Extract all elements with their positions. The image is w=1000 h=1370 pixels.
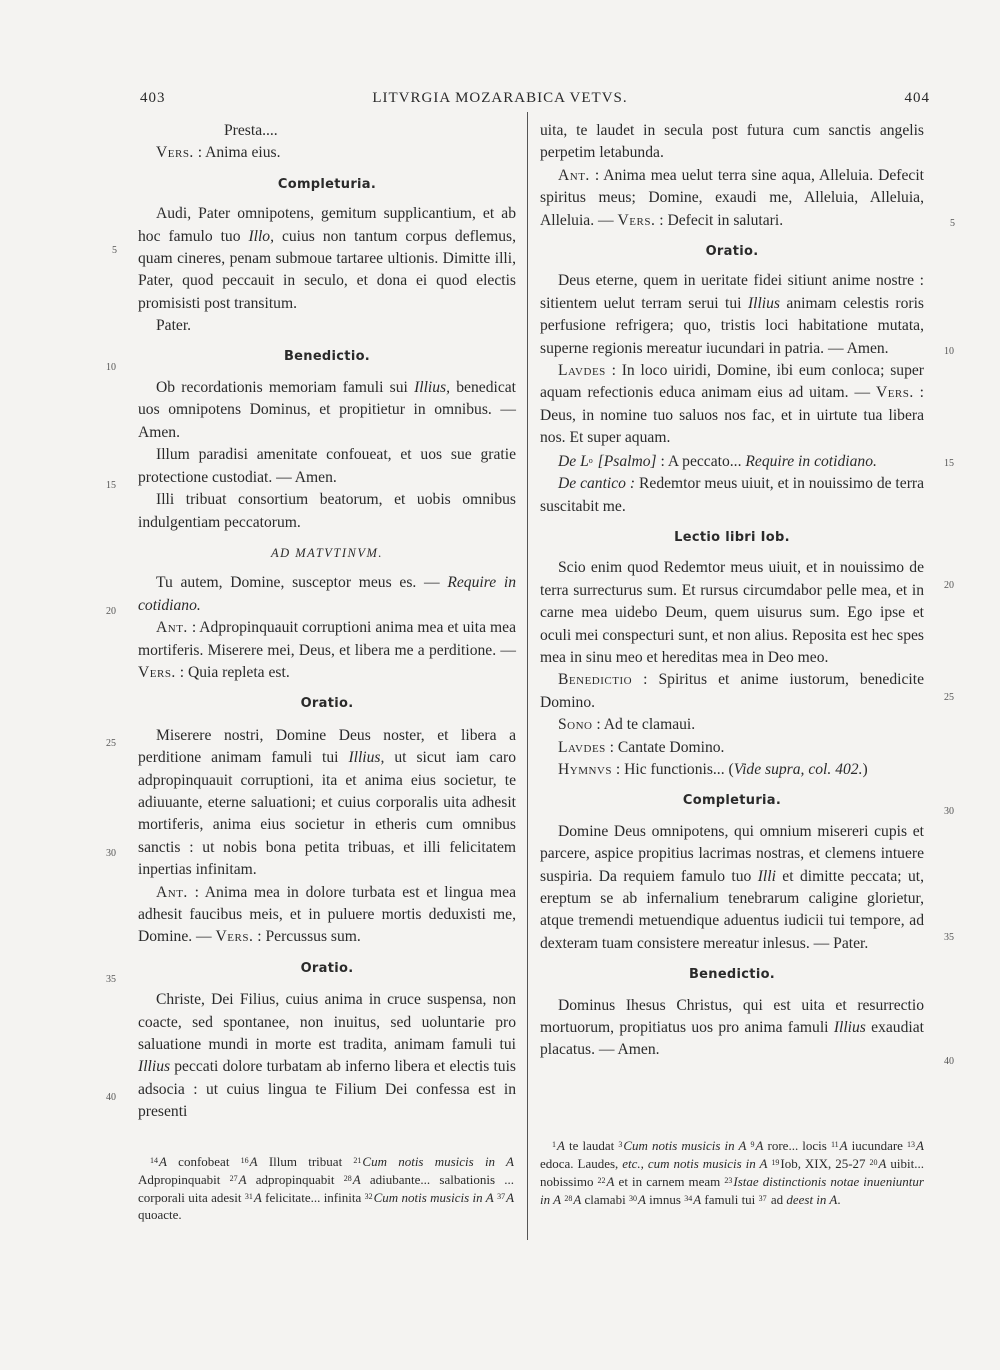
line-number: 10 xyxy=(944,346,954,357)
footnote-source: Cum notis musicis in A xyxy=(623,1138,747,1153)
footnote-number: 14 xyxy=(150,1156,158,1165)
footnote-text: . xyxy=(837,1192,841,1207)
presta-line: Presta.... xyxy=(224,122,278,139)
line-number: 40 xyxy=(106,1092,116,1103)
section-heading: Benedictio. xyxy=(283,348,371,364)
section-heading: Completuria. xyxy=(682,793,782,809)
footnote xyxy=(786,1192,840,1207)
footnote-number: 11 xyxy=(830,1140,839,1149)
footnote-text: adpropinquabit xyxy=(246,1172,344,1187)
line-number: 10 xyxy=(106,362,116,373)
footnote-text: edoca. Laudes, xyxy=(540,1156,623,1171)
laudes-line: Lavdes : Cantate Domino. xyxy=(558,738,725,756)
line-number: 15 xyxy=(944,458,954,469)
footnote-number: 27 xyxy=(229,1174,238,1183)
footnote-source: A xyxy=(249,1154,258,1169)
versicle: Vers. : Anima eius. xyxy=(156,144,281,162)
footnote-source: Cum notis musicis in A xyxy=(362,1154,514,1169)
line-number: 20 xyxy=(944,580,954,591)
footnote-text: imnus xyxy=(645,1192,685,1207)
benedictio-line: Benedictio : Spiritus et anime iustorum, benedicite Domino. xyxy=(540,671,924,711)
column-403 xyxy=(138,120,516,1124)
line-number: 5 xyxy=(950,218,955,229)
footnote-number: 13 xyxy=(907,1140,916,1149)
footnote-source: A xyxy=(573,1192,582,1207)
footnote-source: A xyxy=(693,1192,702,1207)
sono-line: Sono : Ad te clamaui. xyxy=(558,716,696,734)
footnote-number: 3 xyxy=(618,1140,623,1149)
footnote-source: A xyxy=(606,1174,615,1189)
laudes-paragraph: Lavdes : In loco uiridi, Domine, ibi eum conloca; super aquam refectionis educa animam eius ad uitam. — Vers. : Deus, in nomine tuo saluos nos fac, et in uirtute tua libera nos. Et super aquam. xyxy=(540,362,925,447)
blessing-paragraph: Illi tribuat consortium beatorum, et uobis omnibus indulgentiam peccatorum. xyxy=(138,491,516,531)
section-heading: Completuria. xyxy=(277,176,377,192)
footnote xyxy=(598,1174,725,1189)
footnote-text: Adpropinquabit xyxy=(138,1172,230,1187)
footnote-text: te laudat xyxy=(564,1138,619,1153)
footnote-text: clamabi xyxy=(581,1192,629,1207)
footnote-number: 22 xyxy=(597,1176,606,1185)
footnote-number: 16 xyxy=(240,1156,249,1165)
footnote xyxy=(150,1154,241,1169)
footnote-number: 32 xyxy=(364,1192,373,1201)
prayer-paragraph: Domine Deus omnipotens, qui omnium misereri cupis et parcere, aspice propitius lacrimas nostras, et clemens intuere suspiria. Da requiem famulo tuo Illi et dimitte peccata; ut, ereptum se ab infernalium tenebrarum caligine glorietur, atque tremendi metuendique aduentus iudicii tui tempore, ad dexteram tuam consistere mereatur inlesus. — Pater. xyxy=(540,822,924,952)
footnote-source: deest in A xyxy=(786,1192,838,1207)
footnote-text: adiubante... salbationis ... corporali uita adesit xyxy=(138,1172,514,1205)
footnote-text: iucundare xyxy=(847,1138,908,1153)
footnote-source: A xyxy=(839,1138,848,1153)
footnote-source: A xyxy=(637,1192,646,1207)
line-number: 40 xyxy=(944,1056,954,1067)
line-number: 35 xyxy=(106,974,116,985)
section-heading: Oratio. xyxy=(300,960,354,976)
footnotes-left xyxy=(138,1152,514,1223)
footnote-source: A xyxy=(916,1138,924,1153)
footnote xyxy=(241,1154,354,1169)
footnote-source: Istae distinctionis notae inueniuntur in A xyxy=(540,1174,924,1207)
footnote-text: Iob, XIX, 25-27 xyxy=(780,1156,870,1171)
line-number: 5 xyxy=(112,245,117,256)
prayer-paragraph: Audi, Pater omnipotens, gemitum supplicantium, et ab hoc famulo tuo Illo, cuius non tantum corpus deflemus, quam cineres, penam submoue tartaree ultionis. Dimitte illi, Pater, quod peccauit in seculo, et dona ei quod electis promisisti post transitum. xyxy=(138,205,516,312)
footnote xyxy=(759,1192,787,1207)
footnote-text: uibit... nobissimo xyxy=(540,1156,925,1189)
hymnus-line: Hymnvs : Hic functionis... (Vide supra, col. 402.) xyxy=(558,760,868,778)
footnote-number: 9 xyxy=(750,1140,755,1149)
page-number-left: 403 xyxy=(140,90,166,106)
footnote-source: A xyxy=(878,1156,887,1171)
footnote xyxy=(771,1156,869,1171)
footnote-text: famuli tui xyxy=(701,1192,759,1207)
footnote-number: 19 xyxy=(771,1158,780,1167)
prayer-paragraph: Miserere nostri, Domine Deus noster, et libera a perditione animam famuli tui Illius, ut sicut iam caro adpropinquauit corruptioni, ita et anima eius societur, te adiuuante, eterne saluationi; et cuius corporalis uita adhesit mortiferis, anima eius societur in etheris cum omnibus sanctis : ut nobis bona petita tribuas, et illi felicitatem inpertias infinitam. xyxy=(138,726,517,879)
footnote-number: 23 xyxy=(724,1176,733,1185)
footnote xyxy=(365,1190,497,1205)
line-number: 25 xyxy=(106,738,116,749)
section-heading: AD MATVTINVM. xyxy=(270,545,384,560)
running-header xyxy=(0,90,1000,112)
prayer-continuation: uita, te laudet in secula post futura cum sanctis angelis perpetim letabunda. xyxy=(540,122,924,162)
footnote-number: 34 xyxy=(684,1194,693,1203)
footnote-text: Illum tribuat xyxy=(257,1154,354,1169)
footnote-text: ad xyxy=(767,1192,787,1207)
psalm-reference: De $L^o$ [Psalmo] : A peccato... Require in cotidiano. xyxy=(558,452,877,470)
page-number-right: 404 xyxy=(904,90,930,106)
footnote-text: et in carnem meam xyxy=(614,1174,725,1189)
footnote-number: 30 xyxy=(628,1194,637,1203)
prayer-paragraph: Christe, Dei Filius, cuius anima in cruce suspensa, non coacte, sed spontanee, non inuitus, sed uoluntarie pro saluatione mundi in morte est tradita, animam famuli tui Illius peccati dolore turbatam ab inferno libera et electis tuis adsocia : ut cuius lingua te Filium Dei confessa est in presenti xyxy=(138,991,516,1121)
footnote xyxy=(618,1138,750,1153)
footnote xyxy=(684,1192,758,1207)
footnote-text: quoacte. xyxy=(138,1207,182,1222)
footnote-text: felicitate... infinita xyxy=(261,1190,365,1205)
footnote-source: A xyxy=(159,1154,167,1169)
antiphon: Ant. : Anima mea uelut terra sine aqua, Alleluia. Defecit spiritus meus; Domine, exaudi me, Alleluia, Alleluia, Alleluia. — Vers. : Defecit in salutari. xyxy=(540,166,924,229)
matutinum-paragraph: Tu autem, Domine, susceptor meus es. — Require in cotidiano. xyxy=(138,574,516,614)
footnote-source: A xyxy=(755,1138,764,1153)
blessing-paragraph: Illum paradisi amenitate confoueat, et uos sue gratie protectione custodiat. — Amen. xyxy=(138,446,516,486)
prayer-paragraph: Deus eterne, quem in ueritate fidei sitiunt anime nostre : sitientem uelut terram serui tui Illius animam celestis roris perfusione refrigera; quo, tristis loci habitatione mutata, superne regionis mereatur iucundari in patria. — Amen. xyxy=(540,272,924,357)
footnote-number: 21 xyxy=(353,1156,362,1165)
footnote xyxy=(245,1190,365,1205)
blessing-paragraph: Ob recordationis memoriam famuli sui Illius, benedicat uos omnipotens Dominus, et propitietur in omnibus. — Amen. xyxy=(138,379,516,441)
footnote xyxy=(552,1138,618,1153)
antiphon: Ant. : Adpropinquauit corruptioni anima mea et uita mea mortiferis. Miserere mei, Deus, et libera me a perditione. — Vers. : Quia repleta est. xyxy=(138,619,516,681)
section-heading: Lectio libri Iob. xyxy=(674,529,790,545)
line-number: 20 xyxy=(106,606,116,617)
footnote-source: A xyxy=(352,1172,361,1187)
footnote-number: 31 xyxy=(244,1192,253,1201)
line-number: 35 xyxy=(944,932,954,943)
footnote-source: A xyxy=(557,1138,565,1153)
footnote-number: 28 xyxy=(564,1194,573,1203)
blessing-paragraph: Dominus Ihesus Christus, qui est uita et resurrectio mortuorum, propitiatus uos pro anima famuli Illius exaudiat placatus. — Amen. xyxy=(540,996,924,1059)
footnote xyxy=(750,1138,830,1153)
section-heading: Benedictio. xyxy=(688,967,776,983)
footnote-number: 37 xyxy=(758,1194,767,1203)
footnote-list xyxy=(138,1152,514,1223)
footnote-text: rore... locis xyxy=(763,1138,831,1153)
footnote xyxy=(622,1156,771,1171)
section-heading: Oratio. xyxy=(300,696,354,712)
footnote-list xyxy=(540,1136,924,1208)
footnote xyxy=(230,1172,344,1187)
footnote xyxy=(564,1192,629,1207)
footnote-source: etc., cum notis musicis in A xyxy=(622,1156,768,1171)
footnote-source: Cum notis musicis in A xyxy=(373,1190,494,1205)
line-number: 30 xyxy=(944,806,954,817)
running-title: LITVRGIA MOZARABICA VETVS. xyxy=(372,90,628,106)
line-number: 15 xyxy=(106,480,116,491)
footnote xyxy=(831,1138,907,1153)
canticle-reference: De cantico : Redemtor meus uiuit, et in nouissimo de terra suscitabit me. xyxy=(540,475,924,515)
antiphon: Ant. : Anima mea in dolore turbata est et lingua mea adhesit faucibus meis, et in puluere mortis deduxisti me, Domine. — Vers. : Percussus sum. xyxy=(138,883,516,946)
footnote-number: 20 xyxy=(869,1158,878,1167)
footnotes-right xyxy=(540,1136,924,1208)
reading-paragraph: Scio enim quod Redemtor meus uiuit, et in nouissimo de terra surrecturus sum. Et rursus circumdabor pelle mea, et in carne mea uidebo Deum, quem uisurus sum. Ego ipse et oculi mei conspecturi sunt, et non alius. Reposita est hec spes mea in sinu meo et hereditas mea in Deo meo. xyxy=(540,559,924,666)
footnote xyxy=(629,1192,684,1207)
column-divider xyxy=(527,112,528,1240)
line-number: 25 xyxy=(944,692,954,703)
footnote-source: A xyxy=(506,1190,515,1205)
footnote-number: 1 xyxy=(552,1140,556,1149)
column-404 xyxy=(540,120,924,1062)
footnote-source: A xyxy=(253,1190,262,1205)
pater-line: Pater. xyxy=(156,317,192,335)
line-number: 30 xyxy=(106,848,116,859)
section-heading: Oratio. xyxy=(705,244,759,260)
footnote-number: 28 xyxy=(343,1174,352,1183)
footnote-number: 37 xyxy=(497,1192,506,1201)
footnote-source: A xyxy=(238,1172,247,1187)
footnote-text: confobeat xyxy=(166,1154,241,1169)
